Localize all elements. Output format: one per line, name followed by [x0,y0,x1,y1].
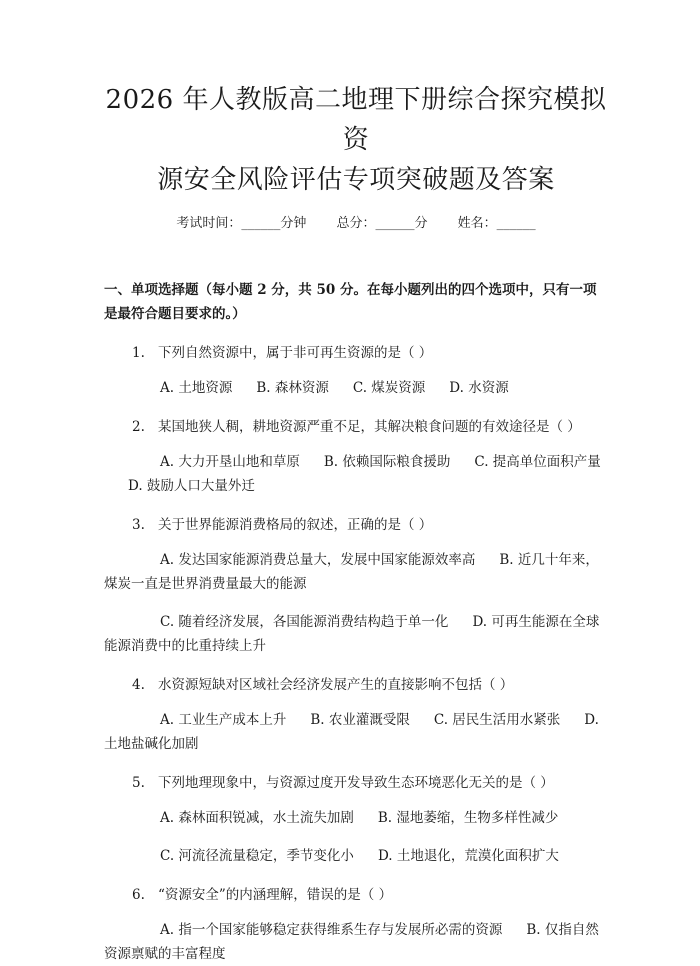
question-2 [104,416,608,498]
option-group [104,376,608,400]
question-number: 2. [132,419,145,435]
question-text: 关于世界能源消费格局的叙述，正确的是（ ） [158,517,433,533]
question-3 [104,514,608,658]
question-number: 5. [132,775,145,791]
option-group [104,548,608,596]
option-d: D. 土地盐碱化加剧 [104,712,599,752]
question-4 [104,674,608,756]
exam-meta [104,214,608,234]
exam-score: 总分：______分 [336,216,428,231]
exam-time: 考试时间：______分钟 [176,216,307,231]
option-c: C. 居民生活用水紧张 [433,712,561,728]
question-stem [104,772,608,794]
question-stem [104,674,608,696]
title-line-2: 源安全风险评估专项突破题及答案 [157,165,555,195]
question-text: 下列地理现象中，与资源过度开发导致生态环境恶化无关的是（ ） [158,775,554,791]
option-d: D. 鼓励人口大量外迁 [128,478,255,494]
option-d: D. 土地退化，荒漠化面积扩大 [377,848,559,864]
option-group [104,806,608,830]
option-c: C. 煤炭资源 [352,380,426,396]
exam-name: 姓名：______ [457,216,536,231]
option-group [104,610,608,658]
option-group [104,708,608,756]
option-d: D. 水资源 [449,380,509,396]
option-b: B. 近几十年来，煤炭一直是世界消费量最大的能源 [104,552,599,592]
question-stem [104,884,608,906]
question-1 [104,342,608,400]
option-a: A. 发达国家能源消费总量大，发展中国家能源效率高 [160,552,476,568]
question-number: 1. [132,345,145,361]
question-text: 某国地狭人稠，耕地资源严重不足，其解决粮食问题的有效途径是（ ） [158,419,581,435]
option-b: B. 森林资源 [256,380,329,396]
question-stem [104,342,608,364]
question-number: 4. [132,677,145,693]
question-text: “资源安全”的内涵理解，错误的是（ ） [158,887,393,903]
option-group [104,450,608,498]
question-5 [104,772,608,868]
question-text: 水资源短缺对区域社会经济发展产生的直接影响不包括（ ） [158,677,514,693]
section-heading: 一、单项选择题（每小题 2 分，共 50 分。在每小题列出的四个选项中，只有一项是最符合题目要求的。） [104,282,597,322]
question-stem [104,416,608,438]
question-number: 6. [132,887,145,903]
question-6 [104,884,608,966]
option-b: B. 农业灌溉受限 [310,712,410,728]
question-number: 3. [132,517,145,533]
option-d: D. 可再生能源在全球能源消费中的比重持续上升 [104,614,600,654]
option-a: A. 工业生产成本上升 [160,712,287,728]
option-c: C. 河流径流量稳定，季节变化小 [160,848,354,864]
option-b: B. 依赖国际粮食援助 [323,454,451,470]
question-stem [104,514,608,536]
option-a: A. 土地资源 [160,380,233,396]
option-b: B. 仅指自然资源禀赋的丰富程度 [104,922,599,962]
option-c: C. 随着经济发展，各国能源消费结构趋于单一化 [160,614,449,630]
option-a: A. 森林面积锐减，水土流失加剧 [160,810,354,826]
option-group [104,844,608,868]
question-text: 下列自然资源中，属于非可再生资源的是（ ） [158,345,433,361]
option-c: C. 提高单位面积产量 [474,454,601,470]
option-a: A. 指一个国家能够稳定获得维系生存与发展所必需的资源 [160,922,503,938]
option-group [104,918,608,966]
document-title [104,80,608,200]
option-a: A. 大力开垦山地和草原 [160,454,300,470]
title-line-1: 2026 年人教版高二地理下册综合探究模拟资 [105,85,607,155]
option-b: B. 湿地萎缩，生物多样性减少 [377,810,559,826]
